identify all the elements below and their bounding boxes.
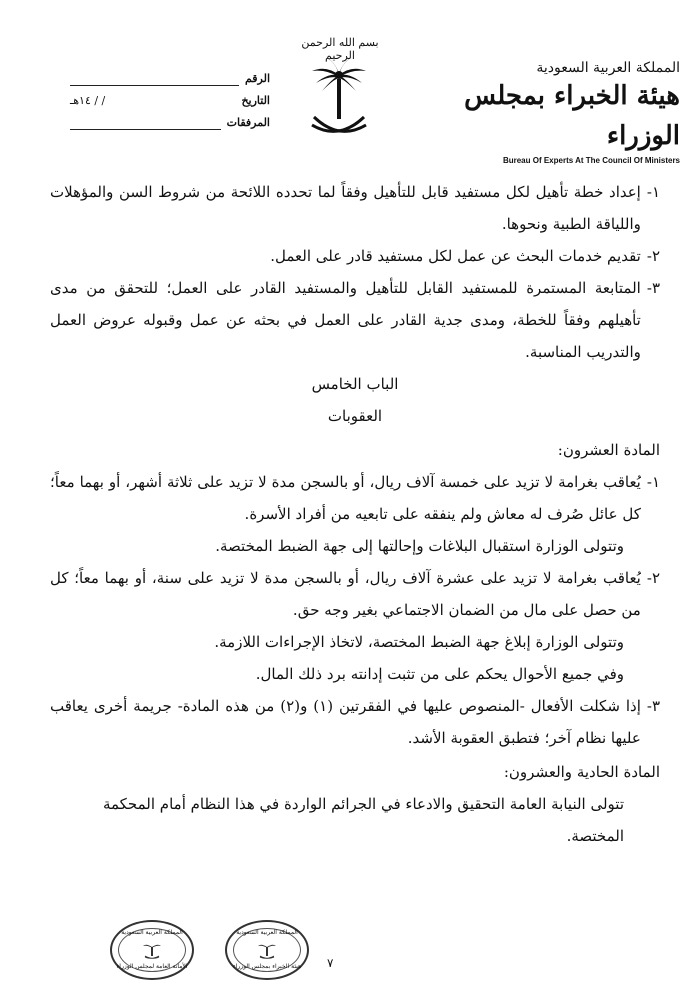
date-label: التاريخ — [241, 94, 270, 107]
list-item — [50, 690, 660, 754]
basmala: بسم الله الرحمن الرحيم — [301, 36, 379, 62]
date-value: / / ١٤هـ — [70, 94, 106, 107]
list-item — [50, 176, 660, 240]
official-seal-icon — [225, 920, 309, 980]
article-21-text: تتولى النيابة العامة التحقيق والادعاء في الجرائم الواردة في هذا النظام أمام المحكمة المختصة. — [102, 795, 624, 845]
number-label: الرقم — [244, 72, 270, 85]
item-text: المتابعة المستمرة للمستفيد القابل للتأهيل والمستفيد القادر على العمل؛ للتحقق من مدى تأهيلهم وفقاً للخطة، ومدى جدية القادر على العمل في بحثه عن عمل وقبوله عروض العمل والتدريب المناسبة. — [50, 279, 641, 361]
number-line — [70, 73, 239, 86]
item-number: ٢- — [646, 247, 660, 265]
kingdom-name: المملكة العربية السعودية — [536, 60, 680, 76]
bureau-name-arabic: هيئة الخبراء بمجلس الوزراء — [464, 81, 680, 151]
bureau-name-english: Bureau Of Experts At The Council Of Ministers — [502, 156, 680, 165]
item-number: ٣- — [646, 697, 660, 715]
attachments-line — [70, 117, 221, 130]
organization-heading — [450, 60, 680, 165]
continuation-text: وتتولى الوزارة إبلاغ جهة الضبط المختصة، لاتخاذ الإجراءات اللازمة. — [214, 633, 624, 651]
palm-icon — [142, 940, 162, 960]
seal-top-text: المملكة العربية السعودية — [121, 929, 183, 936]
seal-bottom-text: الأمانة العامة لمجلس الوزراء — [116, 963, 188, 970]
continuation-text: وفي جميع الأحوال يحكم على من تثبت إدانته برد ذلك المال. — [255, 665, 624, 683]
list-item — [50, 466, 660, 530]
official-seal-icon — [110, 920, 194, 980]
item-number: ١- — [646, 183, 660, 201]
list-item — [50, 272, 660, 368]
item-text: إعداد خطة تأهيل لكل مستفيد قابل للتأهيل وفقاً لما تحدده اللائحة من شروط السن والمؤهلات واللياقة الطبية ونحوها. — [50, 183, 641, 233]
item-text: يُعاقب بغرامة لا تزيد على عشرة آلاف ريال، أو بالسجن مدة لا تزيد على سنة، أو بهما معاً؛ كل من حصل على مال من الضمان الاجتماعي بغير وجه حق. — [50, 569, 641, 619]
list-item — [50, 240, 660, 272]
item-text: إذا شكلت الأفعال -المنصوص عليها في الفقرتين (١) و(٢) من هذه المادة- جريمة أخرى يعاقب عليها نظام آخر؛ فتطبق العقوبة الأشد. — [50, 697, 641, 747]
chapter-title: العقوبات — [327, 407, 383, 425]
number-row — [70, 68, 270, 90]
palm-swords-emblem-icon — [308, 55, 370, 145]
item-text: تقديم خدمات البحث عن عمل لكل مستفيد قادر على العمل. — [270, 247, 641, 265]
chapter-heading: الباب الخامس — [311, 375, 399, 393]
item-number: ١- — [646, 473, 660, 491]
seal-bottom-text: هيئة الخبراء بمجلس الوزراء — [232, 963, 302, 970]
list-item — [50, 562, 660, 626]
page-number: ٧ — [327, 956, 334, 970]
attachments-row — [70, 112, 270, 134]
document-body — [50, 176, 660, 852]
reference-fields — [70, 68, 270, 134]
item-number: ٣- — [646, 279, 660, 297]
palm-icon — [257, 940, 277, 960]
item-number: ٢- — [646, 569, 660, 587]
attachments-label: المرفقات — [226, 116, 270, 129]
date-row — [70, 90, 270, 112]
item-text: يُعاقب بغرامة لا تزيد على خمسة آلاف ريال، أو بالسجن مدة لا تزيد على ثلاثة أشهر، أو بهما معاً؛ كل عائل صُرف له معاش ولم ينفقه على تابعيه من أفراد الأسرة. — [50, 473, 641, 523]
article-20-heading: المادة العشرون: — [557, 441, 660, 459]
article-21-heading: المادة الحادية والعشرون: — [503, 763, 660, 781]
continuation-text: وتتولى الوزارة استقبال البلاغات وإحالتها إلى جهة الضبط المختصة. — [215, 537, 624, 555]
seal-top-text: المملكة العربية السعودية — [236, 929, 298, 936]
